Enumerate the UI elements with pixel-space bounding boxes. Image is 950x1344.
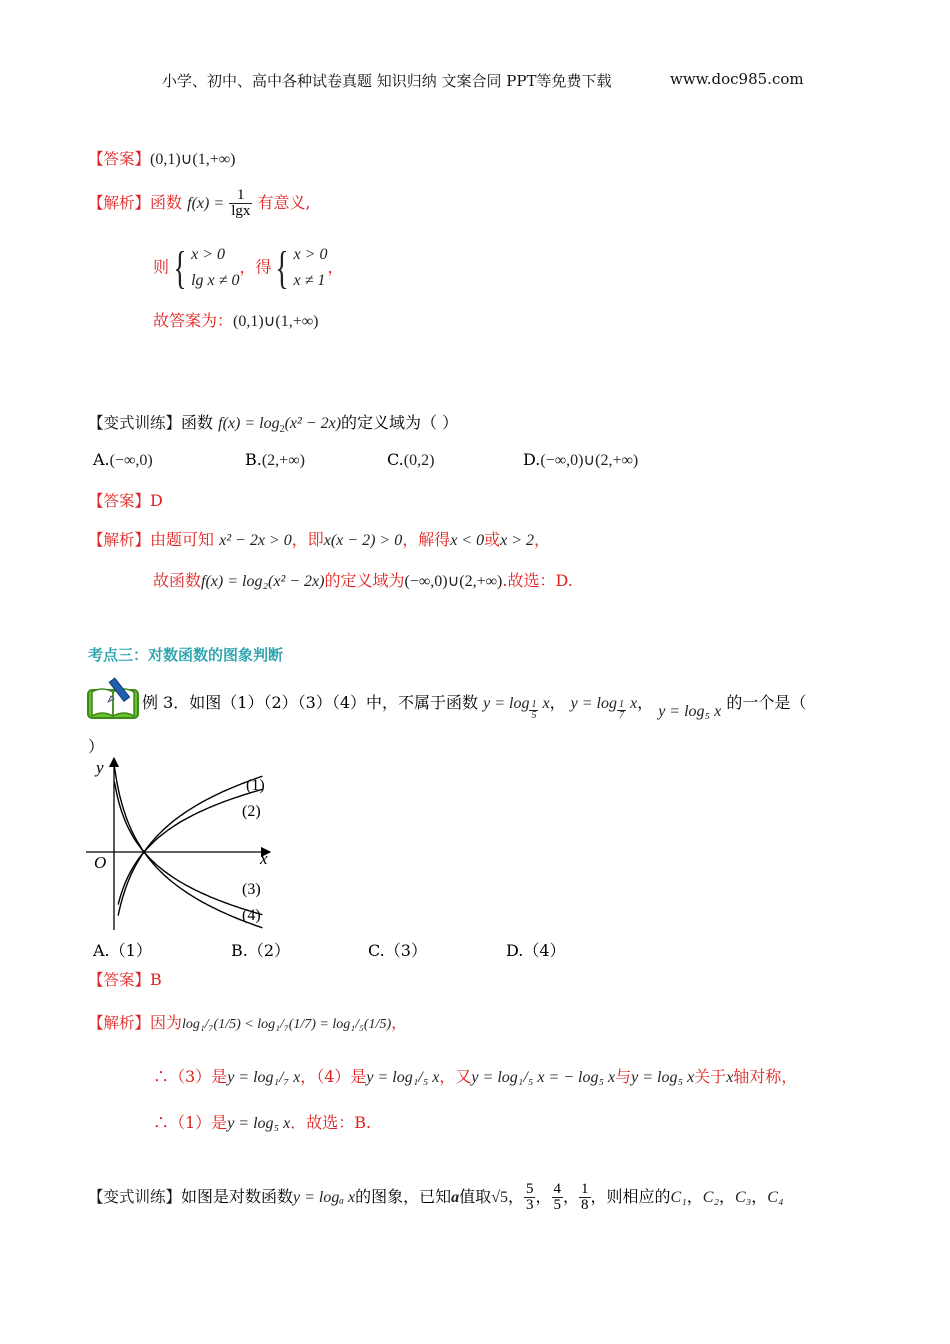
variant-question <box>88 410 458 435</box>
option-b[interactable]: B.(2,+∞) <box>245 450 305 469</box>
y-axis-label: y <box>96 758 104 777</box>
log-graph <box>80 756 280 934</box>
cases-1: x > 0 lg x ≠ 0 <box>191 246 240 289</box>
function-1: y = log $\frac{1}{5}$ x <box>483 695 550 721</box>
analysis-tag: 【解析】 <box>88 1014 151 1032</box>
header-text: 小学、初中、高中各种试卷真题 知识归纳 文案合同 PPT等免费下载 <box>162 72 612 90</box>
answer-line-2 <box>88 489 163 511</box>
curve-label-1: (1) <box>246 777 265 794</box>
ex3-option-b[interactable]: B.（2） <box>231 941 291 960</box>
answer-tag: 【答案】 <box>88 150 151 168</box>
analysis-line-2 <box>153 242 343 294</box>
option-d[interactable]: D.(−∞,0)∪(2,+∞) <box>523 450 639 469</box>
ex3-option-a[interactable]: A.（1） <box>93 941 152 960</box>
result-value: (0,1)∪(1,+∞) <box>233 313 319 330</box>
option-a[interactable]: A.(−∞,0) <box>93 450 153 469</box>
option-c[interactable]: C.(0,2) <box>387 450 435 469</box>
formula-fx: f(x) = <box>187 195 225 212</box>
answer-line-3 <box>88 968 162 990</box>
text: 函数 <box>181 413 214 432</box>
answer-tag: 【答案】 <box>88 492 151 510</box>
text: 有意义, <box>257 193 311 212</box>
text: 的定义域为（ ） <box>341 413 459 432</box>
fraction: $\frac{1}{\lg x}$ <box>231 187 251 219</box>
ex3-option-d[interactable]: D.（4） <box>506 941 566 960</box>
curve-label-4: (4) <box>242 907 261 924</box>
variant-tag: 【变式训练】 <box>88 414 182 432</box>
variant-tag: 【变式训练】 <box>88 1188 182 1206</box>
text: 则 <box>153 257 170 277</box>
example-label: 例 3 <box>142 693 174 712</box>
text: 故答案为： <box>153 311 234 330</box>
analysis-line-1 <box>88 188 311 219</box>
answer-value: D <box>150 491 163 510</box>
analysis-line-5: 故函数f(x) = log₂(x² − 2x)的定义域为(−∞,0)∪(2,+∞).故选：D. <box>153 571 573 590</box>
left-brace: { <box>275 242 290 293</box>
text: ，得 <box>239 257 272 277</box>
curve-4 <box>114 767 262 928</box>
text: 函数 <box>150 193 183 212</box>
close-paren: ） <box>88 737 105 756</box>
left-brace: { <box>173 242 187 293</box>
curve-3 <box>114 782 262 915</box>
analysis-line-4: 【解析】由题可知 x² − 2x > 0，即x(x − 2) > 0，解得x < 0或x > 2， <box>88 530 551 549</box>
answer-value: B <box>150 970 162 989</box>
section-title: 考点三：对数函数的图象判断 <box>88 646 284 664</box>
answer-tag: 【答案】 <box>88 971 151 989</box>
text: 由题可知 <box>150 530 215 549</box>
ex3-option-c[interactable]: C.（3） <box>368 941 427 960</box>
text: ， <box>327 257 344 277</box>
header-url[interactable]: www.doc985.com <box>670 70 804 88</box>
analysis-line-6: 【解析】因为log₁/₇(1/5) < log₁/₇(1/7) = log₁/₅(1/5)， <box>88 1013 408 1032</box>
curve-label-2: (2) <box>242 803 261 820</box>
curve-label-3: (3) <box>242 881 261 898</box>
analysis-line-3 <box>153 308 318 331</box>
x-axis-label: x <box>260 849 268 868</box>
analysis-tag: 【解析】 <box>88 531 151 549</box>
cases-2: x > 0 x ≠ 1 <box>293 246 328 289</box>
analysis-tag: 【解析】 <box>88 194 151 212</box>
variant-question-2: 【变式训练】如图是对数函数y = logₐ x的图象，已知a值取√5， $\frac{5}{3}$ ， $\frac{4}{5}$ ， $\frac{1}{8}$ ，则相应的C₁，C₂，C₃，C₄ <box>88 1181 784 1213</box>
formula: $f(x) = \log_2(x^2 - 2x)$ <box>218 415 342 435</box>
function-2: y = log $\frac{1}{7}$ x <box>570 695 638 721</box>
answer-value: (0,1)∪(1,+∞) <box>150 151 236 168</box>
answer-line-1 <box>88 147 235 169</box>
origin-label: O <box>94 853 107 872</box>
book-pencil-icon <box>86 676 142 720</box>
analysis-line-8: ∴（1）是y = log₅ x．故选：B. <box>153 1113 372 1132</box>
example-3-question: 例 3．如图（1）（2）（3）（4）中，不属于函数 y = log $\frac{1}{5}$ x， y = log $\frac{1}{7}$ x， y = log₅ x 的一个是（ <box>142 693 807 721</box>
analysis-line-7: ∴（3）是y = log₁/₇ x，（4）是y = log₁/₅ x，又y = log₁/₅ x = − log₅ x与y = log₅ x关于x轴对称， <box>153 1067 798 1086</box>
function-3: y = log₅ x <box>658 703 722 720</box>
